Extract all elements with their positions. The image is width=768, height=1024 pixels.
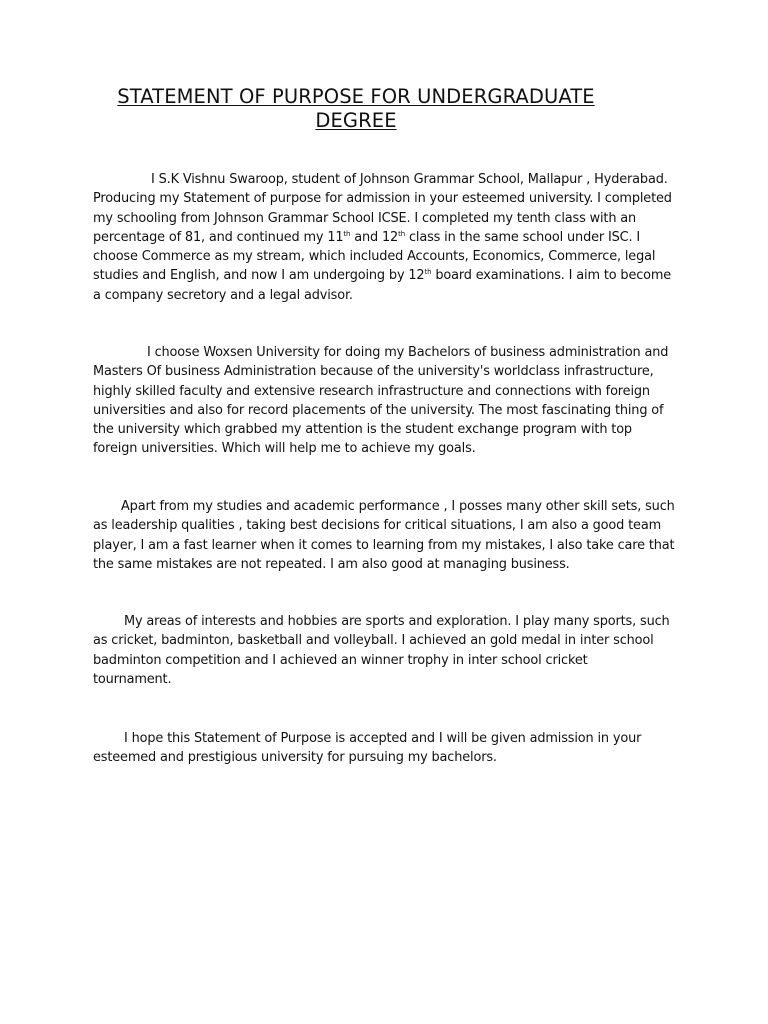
title-line-1: STATEMENT OF PURPOSE FOR UNDERGRADUATE <box>117 85 595 108</box>
paragraph-introduction <box>93 170 683 305</box>
paragraph-line: a company secretory and a legal advisor. <box>93 287 353 303</box>
paragraph-line: Masters Of business Administration because of the university's worldclass infrastructure, <box>93 364 654 380</box>
superscript: th <box>343 229 351 238</box>
document-title <box>96 85 616 133</box>
line-text: studies and English, and now I am undergoing by 12 <box>93 268 425 284</box>
paragraph-line <box>93 266 683 285</box>
paragraph-hobbies <box>93 612 683 689</box>
paragraph-line: Apart from my studies and academic performance , I posses many other skill sets, such <box>121 499 675 514</box>
paragraph-university-choice <box>93 343 683 459</box>
paragraph-line: player, I am a fast learner when it comes to learning from my mistakes, I also take care that <box>93 537 675 553</box>
paragraph-conclusion <box>93 729 683 768</box>
paragraph-line: the university which grabbed my attention is the student exchange program with top <box>93 422 632 438</box>
paragraph-line <box>93 228 683 247</box>
superscript: th <box>398 229 406 238</box>
paragraph-line: I hope this Statement of Purpose is accepted and I will be given admission in your <box>124 731 642 746</box>
paragraph-line: I choose Woxsen University for doing my Bachelors of business administration and <box>147 345 669 360</box>
paragraph-line: my schooling from Johnson Grammar School ICSE. I completed my tenth class with an <box>93 210 637 226</box>
title-line-2: DEGREE <box>315 109 397 132</box>
paragraph-line: tournament. <box>93 671 172 687</box>
paragraph-line: as cricket, badminton, basketball and volleyball. I achieved an gold medal in inter school <box>93 633 654 649</box>
paragraph-line: choose Commerce as my stream, which included Accounts, Economics, Commerce, legal <box>93 249 656 265</box>
paragraph-line: esteemed and prestigious university for pursuing my bachelors. <box>93 750 497 766</box>
paragraph-skills <box>93 497 683 574</box>
paragraph-line: as leadership qualities , taking best decisions for critical situations, I am also a good team <box>93 518 661 534</box>
line-text: board examinations. I aim to become <box>431 268 672 284</box>
paragraph-line: highly skilled faculty and extensive research infrastructure and connections with foreign <box>93 383 650 399</box>
line-text: and 12 <box>350 229 399 245</box>
paragraph-line: the same mistakes are not repeated. I am also good at managing business. <box>93 556 570 572</box>
paragraph-line: universities and also for record placements of the university. The most fascinating thing of <box>93 402 664 418</box>
paragraph-line: badminton competition and I achieved an winner trophy in inter school cricket <box>93 652 588 668</box>
line-text: percentage of 81, and continued my 11 <box>93 229 344 245</box>
superscript: th <box>424 268 432 277</box>
paragraph-line: My areas of interests and hobbies are sports and exploration. I play many sports, such <box>124 614 670 629</box>
line-text: class in the same school under ISC. I <box>405 229 641 245</box>
paragraph-line: foreign universities. Which will help me to achieve my goals. <box>93 441 476 457</box>
paragraph-line: I S.K Vishnu Swaroop, student of Johnson Grammar School, Mallapur , Hyderabad. <box>151 172 668 187</box>
paragraph-line: Producing my Statement of purpose for admission in your esteemed university. I completed <box>93 191 672 207</box>
